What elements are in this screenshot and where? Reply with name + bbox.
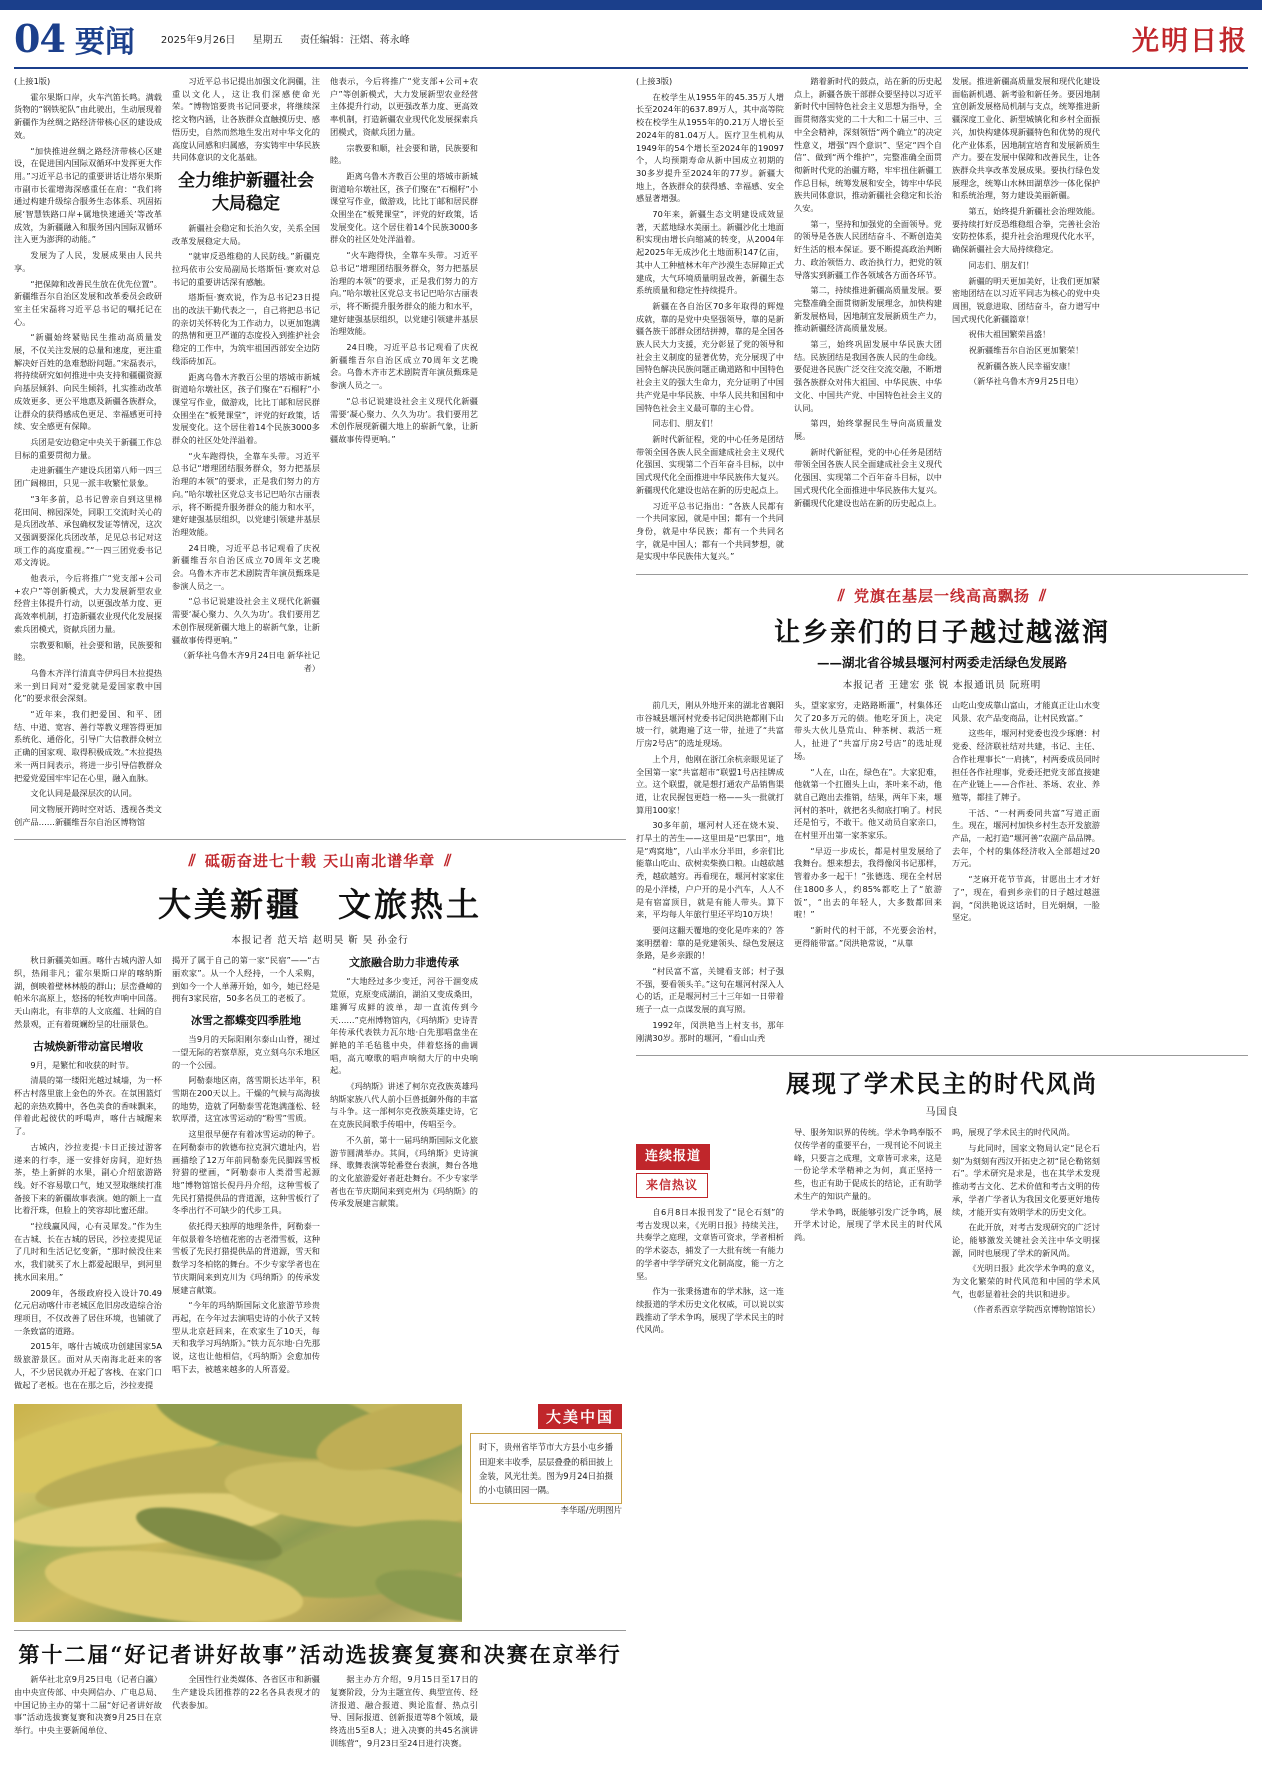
- paragraph: 新时代新征程，党的中心任务是团结带领全国各族人民全面建成社会主义现代化强国、实现第二个百年奋斗目标，以中国式现代化全面推进中华民族伟大复兴。新疆现代化建设也站在新的历史起点上。: [794, 446, 942, 508]
- paragraph: 霍尔果斯口岸，火车汽笛长鸣。满载货物的“钢铁驼队”由此驶出，生动展现着新疆作为丝绸之路经济带核心区的建设成效。: [14, 91, 162, 140]
- paragraph: 新疆在各自治区70多年取得的辉煌成就，靠的是党中央坚强领导，靠的是新疆各族干部群众团结拼搏，靠的是全国各族人民大力支援，充分彰显了党的领导和社会主义制度的显著优势，充分展现了中国特色解决民族问题正确道路和中国特色社会主义的强大生命力，充分证明了中国共产党是中华民族、中华人民共和国和中国特色社会主义最可靠的主心骨。: [636, 300, 784, 413]
- paragraph: 新华社北京9月25日电（记者白瀛）由中央宣传部、中央网信办、广电总局、中国记协主办的第十二届“好记者讲好故事”活动选拔赛复赛和决赛9月25日在京举行。中央主要新闻单位、: [14, 1674, 162, 1736]
- main-columns: [14, 75, 1248, 1752]
- paragraph: 第四，始终掌握民生导向高质量发展。: [794, 418, 942, 441]
- top-rule: [0, 0, 1262, 10]
- feature-title-xinjiang: 大美新疆 文旅热土: [158, 885, 482, 925]
- feature1-column-2: [172, 954, 320, 1394]
- weekday: 星期五: [252, 35, 283, 46]
- subhead-ice-snow: 冰雪之都蝶变四季胜地: [191, 1014, 301, 1028]
- column-2b: [330, 75, 478, 831]
- paragraph: 依托得天独厚的地理条件，阿勒泰一年似景着冬培植花密的古老滑雪板，这种雪板了先民打猎提供品的背道源，雪天和数学习冬柏铭的舞台。不少专家学者也在节庆期间来到克川为《玛纳斯》的传承发展建言献策。: [172, 1221, 320, 1295]
- paragraph: 新时代新征程，党的中心任务是团结带领全国各族人民全面建成社会主义现代化强国、实现第二个百年奋斗目标，以中国式现代化全面推进中华民族伟大复兴。新疆现代化建设也站在新的历史起点上。: [636, 433, 784, 495]
- feature3-column-1: [636, 1126, 784, 1339]
- banner-slash-left-2: ⫽: [837, 586, 845, 606]
- salute-line: 祝新疆维吾尔自治区更加繁荣！: [968, 345, 1084, 356]
- feature3-columns: [636, 1126, 1248, 1339]
- column-4: [794, 75, 942, 566]
- paragraph: “加快推进丝绸之路经济带核心区建设，在促进国内国际双循环中发挥更大作用。”习近平总书记的重要讲话让塔尔果斯市副市长霍增海深感重任在肩：“我们将通过构建升级综合服务生态体系、巩固拓展‘智慧铁路口岸+属地快速通关’等改革成效，为新疆融入和服务国内国际双循环注入更为澎湃的动能。”: [14, 145, 162, 245]
- paragraph: 阿勒泰地区南，落雪期长达半年，积雪期在200天以上。干燥的气候与高海拔的地势，造就了阿勒泰雪花饱满蓬松、轻软厚滑，这宜冰雪运动的“粉雪”雪质。: [172, 1075, 320, 1124]
- paragraph: 清晨的第一缕阳光越过城墙，为一杯杯古村落里旅上金色的外衣。在氛围篮灯起的亲热欢腾中，各色美食的香味飘来，伴着此起彼伏的呼喝声，喀什古城醒来了。: [14, 1075, 162, 1137]
- paragraph: 塔斯恒·赛欢说，作为总书记23日提出的改法干勤代表之一，自己将把总书记的亲切关怀转化为工作动力，以更加饱满的热情和更卫严谨的态度投入到推护社会稳定的工作中，为筑牢祖国西部安全边防线添砖加瓦。: [172, 292, 320, 366]
- paragraph: 新疆的明天更加美好，让我们更加紧密地团结在以习近平同志为核心的党中央周围，锐意进取、团结奋斗，奋力谱写中国式现代化新疆篇章！: [952, 275, 1100, 324]
- paragraph: 要问这翻天覆地的变化是咋来的？答案明摆着：靠的是党建领头、绿色发展这条路，是乡亲跟的！: [636, 924, 784, 961]
- salute-line: 祝新疆各族人民幸福安康！: [976, 360, 1076, 371]
- paragraph: 同志们、朋友们！: [652, 418, 718, 429]
- paragraph: 70年来，新疆生态文明建设成效显著，天蓝地绿水美丽土。新疆沙化土地面积实现由增长向缩减的转变，从2004年起2025年无成沙化土地面积147亿亩，其中人工种植林木年产沙漠生态屏障正式建成，大气环境质量明显改善，新疆生态系统质量和稳定性持续提升。: [636, 209, 784, 296]
- photo-block: [14, 1404, 626, 1622]
- continued-label: (上接1版): [14, 76, 51, 86]
- paragraph: 兵团是安边稳定中央关于新疆工作总目标的重要贯彻力量。: [14, 436, 162, 460]
- feature3-column-2: [794, 1126, 942, 1339]
- feature-byline-2: 本报记者 王建宏 张 锐 本报通讯员 阮班明: [842, 680, 1042, 692]
- paragraph: “大地经过多少变迁，河谷干涸变成荒原，克原变成湖泊，湖泊又变成桑田，雄狮写成鲜的波单，却一直流传到今天……”克州博物馆内，《玛纳斯》史诗青年传承代表铁力瓦尔地·白先那唱盘坐在鲜艳的羊毛毡毯中央，伴着悠扬的曲调唱，高亢嘹歌的唱声响彻大厅的中央响起。: [330, 976, 478, 1076]
- feature-title-academic: 展现了学术民主的时代风尚: [786, 1069, 1098, 1099]
- top-right-columns: [636, 75, 1248, 566]
- paragraph: “把保障和改善民生放在优先位置”。新疆维吾尔自治区发展和改革委员会政研室主任宋磊将习近平总书记的嘱托记在心。: [14, 278, 162, 327]
- paragraph: 作为一张秉扬遗布的学术脉，这一连续报道的学术历史文化权威，可以说以实践推动了学术争呜，展现了学术民主的时代风尚。: [636, 1286, 784, 1335]
- badge-continuous-report: 连续报道: [636, 1144, 710, 1170]
- top-left-columns: [14, 75, 626, 831]
- paragraph: “人在，山在，绿色在”。大家犯难，他就第一个扛圈头上山，茶叶来不动，他就自己跑出去推销，结果，两年下来，堰河村的茶叶，就把名头彻底打响了。村民还是怕亏，不敢干。他又动员自家亲口，在村里开出第一家茶家乐。: [794, 766, 942, 841]
- paragraph: “近年来，我们把爱国、和平、团结、中道、宽容、善行等教义理答得更加系统化、通俗化，引导广大信教群众树立正确的国家观、取得积极成效。”木拉提热米一两日间表示，将进一步引导信教群众把爱党爱国牢牢记在心里，融入血脉。: [14, 709, 162, 783]
- paragraph: 新疆社会稳定和长治久安，关系全国改革发展稳定大局。: [172, 222, 320, 246]
- feature-byline: 本报记者 范天培 赵明昊 靳 昊 孙金行: [231, 935, 409, 947]
- paragraph: 古城内，沙拉麦提·卡日正接过游客递来的行李，逐一安排好房间，迎好热茶，垫上新鲜的水果，副心介绍旅游路线。好不容易歇口气，她又翌取继续打准备接下来的新疆故事表演。她的额上一直比着汗珠，但脸上的笑容却比蜜还甜。: [14, 1141, 162, 1216]
- subhead-ancient-city: 古城焕新带动富民增收: [33, 1039, 143, 1053]
- photo-terraced-fields: [14, 1404, 462, 1622]
- headline-good-reporter: 第十二届“好记者讲好故事”活动选拔赛复赛和决赛在京举行: [18, 1642, 622, 1668]
- column-5: [952, 75, 1100, 566]
- paragraph: 呜，展现了学术民主的时代风尚。: [952, 1127, 1075, 1138]
- paragraph: 他表示，今后将推广“党支部+公司+农户”等创新模式，大力发展新型农业经营主体提升行动，以更强改革力度、更高效率机制，打造新疆农业现代化发展探索兵团模式，资献兵团力量。: [330, 76, 478, 137]
- paragraph: 自6月8日本报刊发了“昆仑石刻”的考古发现以来，《光明日报》持续关注，共奏学之庭理，文章皆可资求，学者相析的学术姿态，捕发了一大批有统一有能力的学者中学学研究文化制高度，能一方之坚。: [636, 1207, 784, 1281]
- editors: 责任编辑：汪熠、蒋永峰: [299, 35, 410, 46]
- paragraph: 踏着新时代的鼓点，站在新的历史起点上，新疆各族干部群众要坚持以习近平新时代中国特色社会主义思想为指导，全面贯彻落实党的二十大和二十届三中、三中全会精神，深刻领悟“两个确立”的决定性意义，增强“四个意识”、坚定“四个自信”、做到“两个维护”，完整准确全面贯彻新时代党的治疆方略，牢牢扭住新疆工作总目标，统筹发展和安全，铸牢中华民族共同体意识，推动新疆社会稳定和长治久安。: [794, 76, 942, 214]
- bottom-left-col-1: [14, 1673, 162, 1752]
- photo-badge-wrap: [470, 1404, 622, 1429]
- paragraph: 习近平总书记提出加强文化润疆，注重以文化人，这让我们深感使命光荣。“博物馆要贵书记同要求，将继续深挖文物内涵，让各族群众直触摸历史、感悟历史，自然而然地生发出对中华文化的高度认同感和归属感，夯实铸牢中华民族共同体意识的文化基础。: [172, 76, 320, 163]
- paragraph: “总书记说建设社会主义现代化新疆需要‘凝心聚力、久久为功’。我们要用艺术创作展现新疆大地上的崭新气象，让新疆故事传得更响。”: [330, 395, 478, 444]
- paragraph: “总书记说建设社会主义现代化新疆需要‘凝心聚力、久久为功’。我们要用艺术创作展现新疆大地上的崭新气象，让新疆故事传得更响。”: [172, 596, 320, 645]
- paragraph: 在此开放，对考古发现研究的广泛讨论，能够激发关键社会关注中华文明探源，同时也展现了学术的新风尚。: [952, 1222, 1100, 1258]
- paragraph: 发展为了人民，发展成果由人民共享。: [14, 250, 162, 273]
- paragraph: 导、服务知识界的传统。学术争鸣奉版不仅传学者的重要平台，一现刊论不问说主峰，只要言之成理，文章皆可求来，这是一份论学术学精神之为何，真正坚持一些，也正有助于促成长的结论，正有助学术生产的知识产量的。: [794, 1127, 942, 1201]
- masthead-meta: [161, 31, 424, 46]
- left-half: [14, 75, 626, 1752]
- right-half: [636, 75, 1248, 1752]
- continued-label-3: (上接3版): [636, 76, 673, 86]
- column-1: [14, 75, 162, 831]
- feature1-columns: [14, 954, 626, 1394]
- paragraph: “火车跑得快，全靠车头带。习近平总书记“增理团结服务群众，努力把基层治理的本领”的要求，正是我们努力的方向。”哈尔墩社区党总支书记巴哈尔古丽表示，将不断提升服务群众的能力和水平，建好建强基层组织，以党建引领建井基层治理效能。: [330, 250, 478, 337]
- paragraph: 宗教要和顺，社会要和谐，民族要和睦。: [14, 639, 162, 663]
- salute-line: （新华社乌鲁木齐9月25日电）: [969, 376, 1083, 387]
- photo-credit: 李华瑶/光明图片: [560, 1505, 622, 1516]
- paragraph: “就审反恐维稳的人民防线。”新疆克拉玛依市公安局副局长塔斯恒·赛欢对总书记的重要讲话深有感触。: [172, 251, 320, 287]
- feature1-column-1: [14, 954, 162, 1394]
- paragraph: 全国性行业类媒体、各省区市和新疆生产建设兵团推荐的22名各具表现才的代表参加。: [172, 1674, 320, 1710]
- paragraph: “今年的玛纳斯国际文化旅游节珍贵再起，在今年过去演唱史诗的小伙子又转型从北京赶回来，在欢家生了10天，每天和我学习玛纳斯》。”铁力瓦尔地·白先那说，这也让他相信，《玛纳斯》会愈加传唱下去，被越来越多的人所喜爱。: [172, 1300, 320, 1374]
- continuous-report-badge: [636, 1144, 784, 1198]
- feature2-column-3: [952, 699, 1100, 1047]
- paragraph: 山吃山变成靠山富山，才能真正让山水变风景、农产品变商品，让村民致富。”: [952, 700, 1100, 723]
- paragraph: 30多年前，堰河村人还在烧木炭、打旱土的苦生——这里田是“巴掌田”，地是“鸡窝地”，八山半水分半田，乡亲们比能靠山吃山、砍树卖柴换口粮。山越砍越秃，越砍越穷。再看现在，堰河村家家住的是小洋楼，户户开的是小汽车，人人不是有宿富顶目，就是有能人带头。算下来，平均每人年旅行里还平均10万块！: [636, 820, 784, 920]
- paragraph: 揭开了属于自己的第一家“民宿”——“古丽欢家”。从一个人经持，一个人采购，到如今一个人单薄开始，如今，她已经是拥有3家民宿，50多名员工的老板了。: [172, 955, 320, 1004]
- paragraph: 24日晚，习近平总书记观看了庆祝新疆维吾尔自治区成立70周年文艺晚会。乌鲁木齐市艺术剧院青年演员甄珠是参演人员之一。: [172, 542, 320, 591]
- paragraph: 在校学生从1955年的45.35万人增长至2024年的637.89万人，其中高等院校在校学生从1955年的0.21万人增长至2024年的81.04万人。医疗卫生机构从1949年的54个增长至2024年的19097个，人均预期寿命从新中国成立初期的30多岁提升至2024年的77岁。新疆大地上，各族群众的获得感、幸福感、安全感显著增强。: [636, 91, 784, 204]
- feature-author-3: 马国良: [925, 1107, 959, 1119]
- paragraph: 1992年，闵洪艳当上村支书，那年刚满30岁。那时的堰河，“看山山秃: [636, 1019, 784, 1043]
- divider: [14, 839, 626, 840]
- banner-slash-right-2: ⫽: [1039, 586, 1047, 606]
- paragraph: 9月，是繁忙和收获的时节。: [30, 1059, 134, 1070]
- paragraph: 当9月的天际阳刚尔泰山山脊，褪过一望无际的若察草原，克立刻乌尔禾地区的一个公园。: [172, 1034, 320, 1070]
- feature-banner-xinjiang: [14, 850, 626, 871]
- paragraph: 祝伟大祖国繁荣昌盛！: [968, 329, 1051, 340]
- paragraph: “拉线赢风闯，心有灵犀发。”作为生在古城、长在古城的居民，沙拉麦提见证了几时和生活记忆变新，“那时候没住来水，我们就买了水上都爱起眼早，到河里挑水回来用。”: [14, 1221, 162, 1282]
- paragraph: “早迈一步成长，都是村里发展给了我舞台。想来想去，我得像闵书记那样，管着办多一起干！”张德选、现在全村居住1800多人，约85%都吃上了“旅游饭”，“出去的年轻人，大多数都回来啦！”: [794, 845, 942, 920]
- paragraph: 第五，始终提升新疆社会治理效能。要持续打好反恐维稳组合拳，完善社会治安防控体系，提升社会治理现代化水平，确保新疆社会大局持续稳定。: [952, 206, 1100, 255]
- feature-subtitle-yanhe: ——湖北省谷城县堰河村两委走活绿色发展路: [816, 655, 1067, 671]
- paragraph: 这些年，堰河村党委也没少琢磨：村党委、经济联社结对共建，书记、主任、合作社理事长“一肩挑”，村两委成员同时担任各作社理事，党委还把党支部直接建在产业链上——合作社、茶场、农业、养殖等，都挂了牌子。: [952, 728, 1100, 802]
- paragraph: 他表示，今后将推广“党支部+公司+农户”等创新模式，大力发展新型农业经营主体提升行动，以更强改革力度、更高效率机制，打造新疆农业现代化发展探索兵团模式，资献兵团力量。: [14, 573, 162, 634]
- paragraph: “村民富不富，关键看支部；村子强不强，要看领头羊。”这句在堰河村深入人心的话，正是堰河村三十三年如一日带着班子一点一点谋发展的真写照。: [636, 966, 784, 1015]
- banner-slash-right: ⫽: [444, 851, 452, 871]
- feature-title-yanhe: 让乡亲们的日子越过越滋润: [773, 618, 1110, 649]
- newspaper-brand: 光明日报: [1132, 26, 1248, 57]
- feature2-column-1: [636, 699, 784, 1047]
- banner-text-2: 党旗在基层一线高高飘扬: [853, 587, 1030, 606]
- paragraph: “新疆始终紧贴民生推动高质量发展，不仅关注发展的总量和速度，更注重解决好百姓的急难愁盼问题。”宋磊表示，将持续研究如何推进中央支持和疆疆资源向基层倾斜、向民生倾斜，扎实推动改革成效更多、更公平地惠及新疆各族群众，让群众的获得感成色更足、幸福感更可持续、安全感更有保障。: [14, 332, 162, 432]
- paragraph: 乌鲁木齐洋行清真寺伊玛目木拉提热米一到日间对“爱党就是爱国家教中国化”的要求很会深刻。: [14, 667, 162, 704]
- paragraph: 第一，坚持和加强党的全面领导。党的领导是各族人民团结奋斗、不断创造美好生活的根本保证。要不断提高政治判断力、政治领悟力、政治执行力，把党的领导落实到新疆工作各领域各方面各环节。: [794, 218, 942, 280]
- paragraph: 发展。推进新疆高质量发展和现代化建设面临新机遇、新考验和新任务。要因地制宜创新发展格局机制与支点，统筹推进新疆深度工业化、新型城镇化和乡村全面振兴，加快构建体现新疆特色和优势的现代化产业体系，因地制宜培育和发展新质生产力。要在发展中保障和改善民生，让各族群众共享改革发展成果。要执行绿色发展理念，统筹山水林田湖草沙一体化保护和系统治理，努力建设美丽新疆。: [952, 76, 1100, 201]
- feature-banner-party-flag: [636, 585, 1248, 606]
- paragraph: 距离乌鲁木齐教百公里的塔城市新城街道哈尔墩社区，孩子们聚在“石榴籽”小课堂写作业，做游戏，比比丁邮和居民群众围坐在“板凳课堂”，评党的好政策，话发展变化。这个居住着14个民族3000多群众的社区处处洋溢着。: [172, 371, 320, 446]
- bottom-left-col-2: [172, 1673, 320, 1752]
- paragraph: 头，望家家穷，走路路断灌”，村集体还欠了20多万元的债。他吃牙顶上，决定带头大伙儿垦荒山、种茶树、栽活一班人，扯进了“共富厅房2号店”的选址现场。: [794, 700, 942, 761]
- paragraph: 上个月，他刚在浙江余杭亲眼见证了全国第一家“共富超市”联盟1号店挂牌成立。这个联盟，就是想打通农产品销售渠道，让农民握包更趋一格——头一批就打算用100家！: [636, 753, 784, 815]
- paragraph: 习近平总书记指出：“各族人民都有一个共同家园，就是中国；都有一个共同身份，就是中华民族；都有一个共同名字，就是中国人；都有一个共同梦想，就是实现中华民族伟大复兴。”: [636, 500, 784, 562]
- paragraph: 不久前，第十一届玛纳斯国际文化旅游节圆满举办。其间，《玛纳斯》史诗演绎、歌舞表演等轮番登台表演，舞台各地的文化旅游爱好者赶赴舞台。不少专家学者也在节庆期间来到克州为《玛纳斯》的传承发展建言献策。: [330, 1134, 478, 1209]
- paragraph: “新时代的村干部，不光要会治村，更得能带富。”闵洪艳常说，“从靠: [794, 924, 942, 948]
- paragraph: 文化认同是最深层次的认同。: [30, 788, 137, 799]
- paragraph: 第三，始终巩固发展中华民族大团结。民族团结是我国各族人民的生命线。要促进各民族广泛交往交流交融，不断增强各族群众对伟大祖国、中华民族、中华文化、中国共产党、中国特色社会主义的认同。: [794, 339, 942, 413]
- paragraph: 走进新疆生产建设兵团第八师一四三团广阔棉田，只见一派丰收繁忙景象。: [14, 465, 162, 489]
- paragraph: 前几天，刚从外地开来的湖北省襄阳市谷城县堰河村党委书记闵洪艳都刚下山坡一行，就跑遍了这一带，扯进了“共富厅房2号店”的选址现场。: [636, 700, 784, 749]
- paragraph: 同志们、朋友们！: [968, 259, 1034, 270]
- bottom-left-col-3: [330, 1673, 478, 1752]
- paragraph: 2009年，各级政府投入设计70.49亿元启动喀什市老城区危旧房改造综合治理项目，不仅改善了居住环境，也铺就了一条致富的道路。: [14, 1287, 162, 1336]
- photo-caption: [470, 1404, 622, 1622]
- paragraph: 《玛纳斯》讲述了柯尔克孜族英雄玛纳斯家族八代人前小巨兽抵御外侮的丰富与斗争。这一部柯尔克孜族英雄史诗，它在克族民间歌手传唱中，传唱至今。: [330, 1081, 478, 1130]
- publish-date: 2025年9月26日: [160, 35, 236, 46]
- paragraph: “芝麻开花节节高，甘愿出土才才好了”，现在，看到乡亲们的日子越过越滋润，“闵洪艳说这话时，目光炯炯，一脸坚定。: [952, 874, 1100, 923]
- feature1-column-3: [330, 954, 478, 1394]
- masthead: [14, 16, 1248, 69]
- feature2-columns: [636, 699, 1248, 1047]
- paragraph: 干活、“一村两委同共富”写道正面生。现在，堰河村加快乡村生态开发旅游产品，一起打造“堰河善”农副产品品牌。去年，个村的集体经济收入全部超过20万元。: [952, 807, 1100, 869]
- badge-letters-discussion: 来信热议: [636, 1173, 708, 1198]
- paragraph: 秋日新疆美如画。喀什古城内游人如织，热闹非凡；霍尔果斯口岸的喀纳斯湖，倒映着壁林林般的群山；层峦叠嶂的帕米尔高原上，悠扬的牦牧声响中回荡。天山南北，有非草的人文底蕴、壮阔的自然景观，正有着斑斓纷呈的壮丽景色。: [14, 955, 162, 1029]
- paragraph: 这里很早便存有着冰雪运动的种子。在阿勒泰市的敦德布拉克洞穴遗址内，岩画描绘了12万年前同勒泰先民脚踩雪板狩猎的壁画，“阿勒泰市人类滑雪起源地”博物馆馆长倪丹丹介绍，这种雪板了先民打猎提供品的背道源，这种雪板行了冬季出行不可缺少的代步工具。: [172, 1129, 320, 1216]
- paragraph: 第二，持续推进新疆高质量发展。要完整准确全面贯彻新发展理念，加快构建新发展格局，因地制宜发展新质生产力，推动新疆经济高质量发展。: [794, 285, 942, 334]
- paragraph: 距离乌鲁木齐教百公里的塔城市新城街道哈尔墩社区，孩子们聚在“石榴籽”小课堂写作业，做游戏，比比丁邮和居民群众围坐在“板凳课堂”，评党的好政策，话发展变化。这个居住着14个民族3000多群众的社区处处洋溢着。: [330, 170, 478, 245]
- feature3-column-3: [952, 1126, 1100, 1339]
- divider-3: [636, 574, 1248, 575]
- paragraph: “火车跑得快，全靠车头带。习近平总书记“增理团结服务群众，努力把基层治理的本领”的要求，正是我们努力的方向。”哈尔墩社区党总支书记巴哈尔古丽表示，将不断提升服务群众的能力和水平，建好建强基层组织，以党建引领建井基层治理效能。: [172, 450, 320, 537]
- bottom-left-columns: [14, 1673, 626, 1752]
- paragraph: 宗教要和顺，社会要和谐，民族要和睦。: [330, 142, 478, 166]
- paragraph: 学术争鸣，既能够引发广泛争鸣，展开学术讨论，展现了学术民主的时代风尚。: [794, 1206, 942, 1242]
- paragraph: “3年多前，总书记曾亲自到这里棉花田间、棉园深处，同职工交流时关心的是兵团改革、承包确权发证等情况，这次又强调要深化兵团改革，足见总书记对这项工作的高度重视。”“一四三团党委书记邓文涛说。: [14, 493, 162, 568]
- photo-caption-text: 时下，贵州省毕节市大方县小屯乡播田迎来丰收季，层层叠叠的稻田披上金装，风光壮美。图为9月24日拍摄的小屯镇田园一隅。: [470, 1433, 622, 1504]
- article-headline-xinjiang: 全力维护新疆社会大局稳定: [178, 170, 314, 214]
- column-3: [636, 75, 784, 566]
- paragraph: 24日晚，习近平总书记观看了庆祝新疆维吾尔自治区成立70周年文艺晚会。乌鲁木齐市艺术剧院青年演员甄珠是参演人员之一。: [330, 342, 478, 391]
- paragraph: 据主办方介绍，9月15日至17日的复赛阶段，分为主题宣传、典型宣传、经济报道、融合报道、舆论监督、热点引导、国际报道、创新报道等8个领域，最终选出5至8人；进入决赛的共45名演讲训练营“，9月23日至24日进行决赛。: [330, 1674, 478, 1748]
- subhead-heritage: 文旅融合助力非遗传承: [349, 956, 459, 970]
- section-title: 要闻: [74, 24, 135, 60]
- banner-text: 砥砺奋进七十载 天山南北谱华章: [204, 852, 436, 871]
- divider-2: [14, 1630, 626, 1631]
- badge-great-china: 大美中国: [538, 1404, 622, 1429]
- column-2: [172, 75, 320, 831]
- article-credit: （新华社乌鲁木齐9月24日电 新华社记者）: [178, 650, 320, 673]
- paragraph: 2015年，喀什古城成功创建国家5A级旅游景区。面对从天南海北赶来的客人，不少居民就办开起了客栈、在家门口做起了老板。也在在那之后，沙拉麦提: [14, 1341, 162, 1390]
- page-number: 04: [14, 16, 65, 61]
- banner-slash-left: ⫽: [188, 851, 196, 871]
- paragraph: 同文物展开跨时空对话、透视各类文创产品……新疆维吾尔自治区博物馆: [14, 803, 162, 827]
- feature2-column-2: [794, 699, 942, 1047]
- paragraph: 《光明日报》此次学术争鸣的意义，为文化繁荣的时代风范和中国的学术风气，也彰显着社会的共识和进步。: [952, 1263, 1100, 1299]
- divider-4: [636, 1055, 1248, 1056]
- paragraph: 与此同时，国家文物局认定“昆仑石刻”为刻刻有西汉开拓史之初“昆仑勒铭刻石”。学术研究是求是，也在其学术发现推动考古文化、艺术价值和考古文明的传承，学者广学者认为我国文化要更好地传续，才能开实有效明学术的历史文化。: [952, 1143, 1100, 1217]
- author-affiliation: （作者系西京学院西京博物馆馆长）: [968, 1304, 1100, 1315]
